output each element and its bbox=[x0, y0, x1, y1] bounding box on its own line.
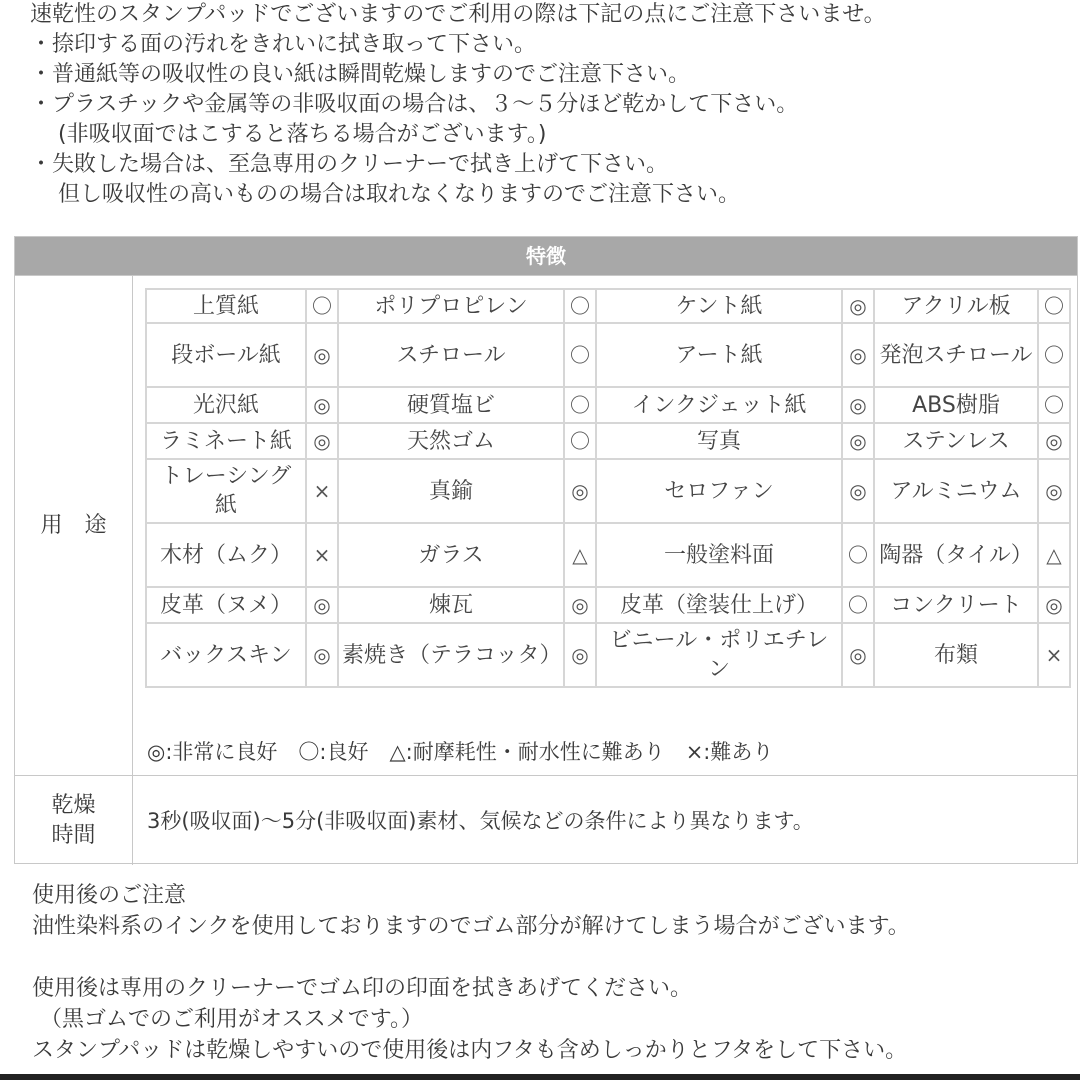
notes-bullet: 但し吸収性の高いものの場合は取れなくなりますのでご注意下さい。 bbox=[58, 182, 741, 207]
rating-symbol: 〇 bbox=[1038, 323, 1070, 387]
material-name: 上質紙 bbox=[146, 289, 306, 323]
material-row bbox=[146, 423, 1070, 459]
rating-symbol: 〇 bbox=[564, 289, 596, 323]
rating-symbol: ◎ bbox=[842, 459, 874, 523]
material-name: ポリプロピレン bbox=[338, 289, 564, 323]
rating-symbol: ◎ bbox=[306, 387, 338, 423]
rating-symbol: ◎ bbox=[564, 459, 596, 523]
notes-intro: 速乾性のスタンプパッドでございますのでご利用の際は下記の点にご注意下さいませ。 bbox=[30, 2, 886, 27]
notes-bullet: (非吸収面ではこすると落ちる場合がございます。) bbox=[58, 122, 547, 147]
material-name: ガラス bbox=[338, 523, 564, 587]
usage-body bbox=[133, 276, 1077, 775]
material-name: アクリル板 bbox=[874, 289, 1038, 323]
rating-symbol: × bbox=[306, 523, 338, 587]
drying-time-label-text: 乾燥時間 bbox=[51, 792, 96, 848]
material-row bbox=[146, 387, 1070, 423]
rating-symbol: × bbox=[1038, 623, 1070, 687]
rating-symbol: ◎ bbox=[306, 423, 338, 459]
material-name: コンクリート bbox=[874, 587, 1038, 623]
drying-time-body bbox=[133, 776, 1077, 865]
material-row bbox=[146, 587, 1070, 623]
legend: ◎:非常に良好 〇:良好 △:耐摩耗性・耐水性に難あり ×:難あり bbox=[147, 740, 774, 764]
material-name: 一般塗料面 bbox=[596, 523, 842, 587]
material-name: 真鍮 bbox=[338, 459, 564, 523]
drying-time-text: 3秒(吸収面)～5分(非吸収面)素材、気候などの条件により異なります。 bbox=[147, 809, 814, 833]
rating-symbol: ◎ bbox=[306, 623, 338, 687]
rating-symbol: ◎ bbox=[842, 623, 874, 687]
rating-symbol: × bbox=[306, 459, 338, 523]
material-row bbox=[146, 289, 1070, 323]
drying-time-label bbox=[15, 776, 133, 865]
rating-symbol: ◎ bbox=[1038, 459, 1070, 523]
rating-symbol: ◎ bbox=[564, 587, 596, 623]
material-name: バックスキン bbox=[146, 623, 306, 687]
rating-symbol: ◎ bbox=[306, 323, 338, 387]
rating-symbol: 〇 bbox=[564, 387, 596, 423]
after-use-line: （黒ゴムでのご利用がオススメです。） bbox=[40, 1007, 424, 1032]
material-name: 陶器（タイル） bbox=[874, 523, 1038, 587]
spec-table bbox=[14, 236, 1078, 864]
notes-bullet: ・失敗した場合は、至急専用のクリーナーで拭き上げて下さい。 bbox=[30, 152, 669, 177]
rating-symbol: ◎ bbox=[842, 423, 874, 459]
rating-symbol: 〇 bbox=[1038, 387, 1070, 423]
material-row bbox=[146, 623, 1070, 687]
rating-symbol: ◎ bbox=[842, 323, 874, 387]
material-name: 段ボール紙 bbox=[146, 323, 306, 387]
notes-bullet: ・捺印する面の汚れをきれいに拭き取って下さい。 bbox=[30, 32, 537, 57]
material-grid-wrap bbox=[145, 288, 1071, 688]
rating-symbol: 〇 bbox=[1038, 289, 1070, 323]
notes-bullet: ・プラスチックや金属等の非吸収面の場合は、３～５分ほど乾かして下さい。 bbox=[30, 92, 799, 117]
material-name: アート紙 bbox=[596, 323, 842, 387]
notes-bullet: ・普通紙等の吸収性の良い紙は瞬間乾燥しますのでご注意下さい。 bbox=[30, 62, 691, 87]
drying-time-row bbox=[15, 775, 1077, 865]
after-use-line: スタンプパッドは乾燥しやすいので使用後は内フタも含めしっかりとフタをして下さい。 bbox=[32, 1038, 908, 1063]
material-name: 布類 bbox=[874, 623, 1038, 687]
material-name: トレーシング紙 bbox=[146, 459, 306, 523]
rating-symbol: 〇 bbox=[564, 323, 596, 387]
spec-header: 特徴 bbox=[15, 237, 1077, 275]
material-row bbox=[146, 323, 1070, 387]
rating-symbol: ◎ bbox=[306, 587, 338, 623]
usage-row bbox=[15, 275, 1077, 775]
material-row bbox=[146, 459, 1070, 523]
material-name: 木材（ムク） bbox=[146, 523, 306, 587]
material-name: 天然ゴム bbox=[338, 423, 564, 459]
rating-symbol: 〇 bbox=[306, 289, 338, 323]
material-name: 写真 bbox=[596, 423, 842, 459]
after-use-title: 使用後のご注意 bbox=[32, 883, 187, 908]
material-name: 皮革（塗装仕上げ） bbox=[596, 587, 842, 623]
material-name: 発泡スチロール bbox=[874, 323, 1038, 387]
material-name: セロファン bbox=[596, 459, 842, 523]
material-name: ABS樹脂 bbox=[874, 387, 1038, 423]
material-name: 硬質塩ビ bbox=[338, 387, 564, 423]
material-name: 皮革（ヌメ） bbox=[146, 587, 306, 623]
material-name: ビニール・ポリエチレン bbox=[596, 623, 842, 687]
rating-symbol: ◎ bbox=[1038, 423, 1070, 459]
after-use-line: 油性染料系のインクを使用しておりますのでゴム部分が解けてしまう場合がございます。 bbox=[32, 914, 910, 939]
material-name: 素焼き（テラコッタ） bbox=[338, 623, 564, 687]
rating-symbol: ◎ bbox=[564, 623, 596, 687]
bottom-bar bbox=[0, 1074, 1080, 1080]
rating-symbol: △ bbox=[1038, 523, 1070, 587]
material-name: スチロール bbox=[338, 323, 564, 387]
material-name: 煉瓦 bbox=[338, 587, 564, 623]
usage-notes bbox=[30, 0, 1070, 210]
after-use-notes bbox=[32, 880, 1072, 1066]
usage-label: 用 途 bbox=[15, 276, 133, 775]
material-grid-body bbox=[146, 289, 1070, 687]
material-name: アルミニウム bbox=[874, 459, 1038, 523]
rating-symbol: ◎ bbox=[842, 387, 874, 423]
material-name: ステンレス bbox=[874, 423, 1038, 459]
material-name: ラミネート紙 bbox=[146, 423, 306, 459]
rating-symbol: 〇 bbox=[842, 587, 874, 623]
rating-symbol: ◎ bbox=[1038, 587, 1070, 623]
rating-symbol: ◎ bbox=[842, 289, 874, 323]
material-name: ケント紙 bbox=[596, 289, 842, 323]
material-name: インクジェット紙 bbox=[596, 387, 842, 423]
material-name: 光沢紙 bbox=[146, 387, 306, 423]
material-row bbox=[146, 523, 1070, 587]
after-use-line: 使用後は専用のクリーナーでゴム印の印面を拭きあげてください。 bbox=[32, 976, 693, 1001]
rating-symbol: 〇 bbox=[842, 523, 874, 587]
material-grid bbox=[145, 288, 1071, 688]
rating-symbol: 〇 bbox=[564, 423, 596, 459]
spacer bbox=[32, 942, 1072, 973]
rating-symbol: △ bbox=[564, 523, 596, 587]
